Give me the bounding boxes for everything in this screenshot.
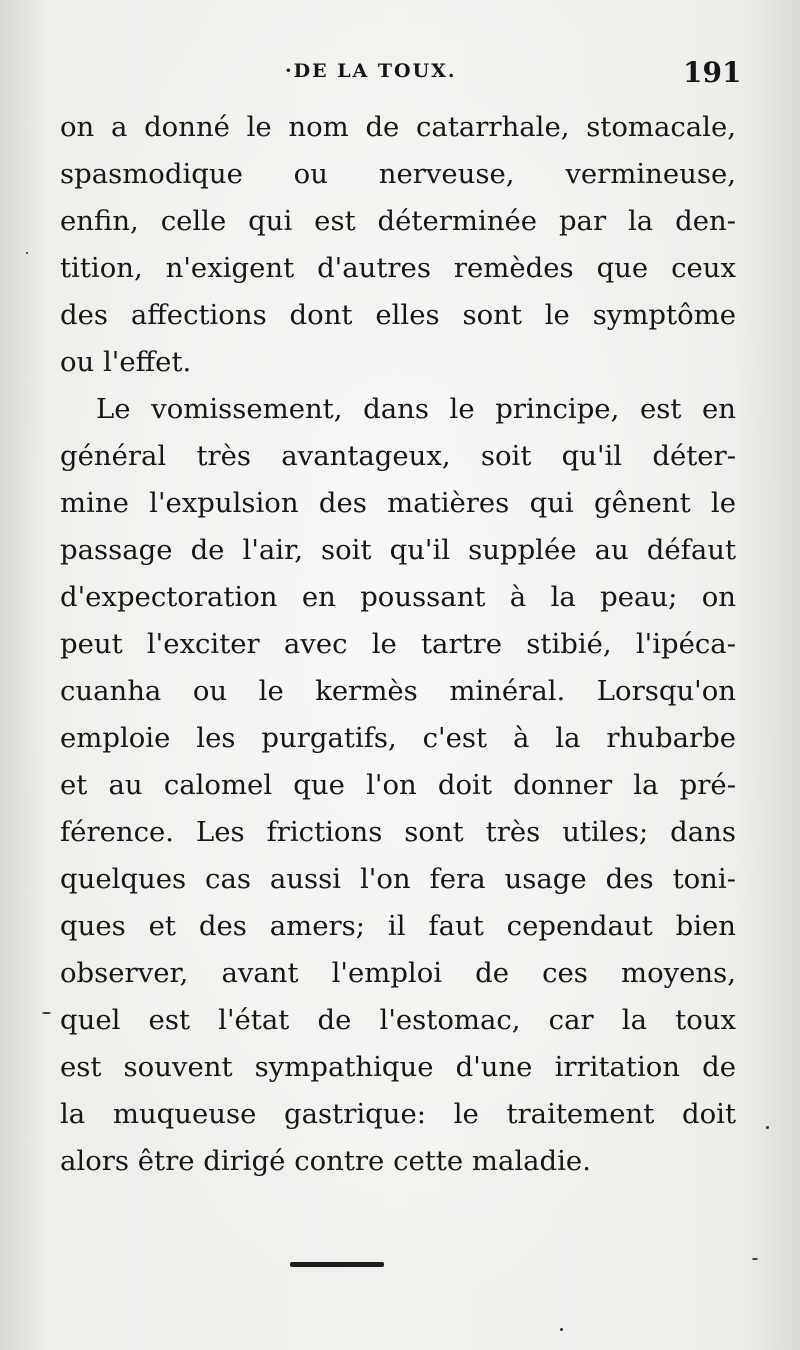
text-line: emploie les purgatifs, c'est à la rhubarbe: [60, 722, 736, 754]
ink-speck: [42, 1012, 51, 1014]
body-text: [60, 104, 736, 1185]
ink-speck: [752, 1258, 758, 1260]
text-line: cuanha ou le kermès minéral. Lorsqu'on: [60, 675, 736, 707]
page-number: 191: [683, 56, 742, 89]
page-header: [0, 52, 800, 92]
text-line: est souvent sympathique d'une irritation de: [60, 1051, 736, 1083]
text-line: mine l'expulsion des matières qui gênent le: [60, 487, 736, 519]
text-line: férence. Les frictions sont très utiles; dans: [60, 816, 736, 848]
text-line: ques et des amers; il faut cependaut bien: [60, 910, 736, 942]
text-line: on a donné le nom de catarrhale, stomacale,: [60, 111, 736, 143]
text-line: quel est l'état de l'estomac, car la toux: [60, 1004, 736, 1036]
text-line: passage de l'air, soit qu'il supplée au défaut: [60, 534, 736, 566]
text-line: la muqueuse gastrique: le traitement doit: [60, 1098, 736, 1130]
paragraph-2: [60, 386, 736, 1185]
text-line: Le vomissement, dans le principe, est en: [96, 393, 736, 425]
ink-speck: [26, 252, 28, 254]
text-line: alors être dirigé contre cette maladie.: [60, 1145, 591, 1177]
text-line: observer, avant l'emploi de ces moyens,: [60, 957, 736, 989]
text-line: peut l'exciter avec le tartre stibié, l'ipéca-: [60, 628, 736, 660]
text-line: ou l'effet.: [60, 346, 192, 378]
ink-speck: [560, 1328, 563, 1331]
text-line: quelques cas aussi l'on fera usage des toni-: [60, 863, 736, 895]
running-title: ·DE LA TOUX.: [285, 60, 457, 82]
text-line: d'expectoration en poussant à la peau; on: [60, 581, 736, 613]
text-line: tition, n'exigent d'autres remèdes que ceux: [60, 252, 736, 284]
text-line: des affections dont elles sont le symptôme: [60, 299, 736, 331]
text-line: et au calomel que l'on doit donner la pré-: [60, 769, 736, 801]
ink-speck: [766, 1126, 769, 1129]
section-end-rule: [290, 1262, 384, 1267]
text-line: spasmodique ou nerveuse, vermineuse,: [60, 158, 736, 190]
text-line: enfin, celle qui est déterminée par la den-: [60, 205, 736, 237]
paragraph-1: [60, 104, 736, 386]
text-line: général très avantageux, soit qu'il déter-: [60, 440, 736, 472]
